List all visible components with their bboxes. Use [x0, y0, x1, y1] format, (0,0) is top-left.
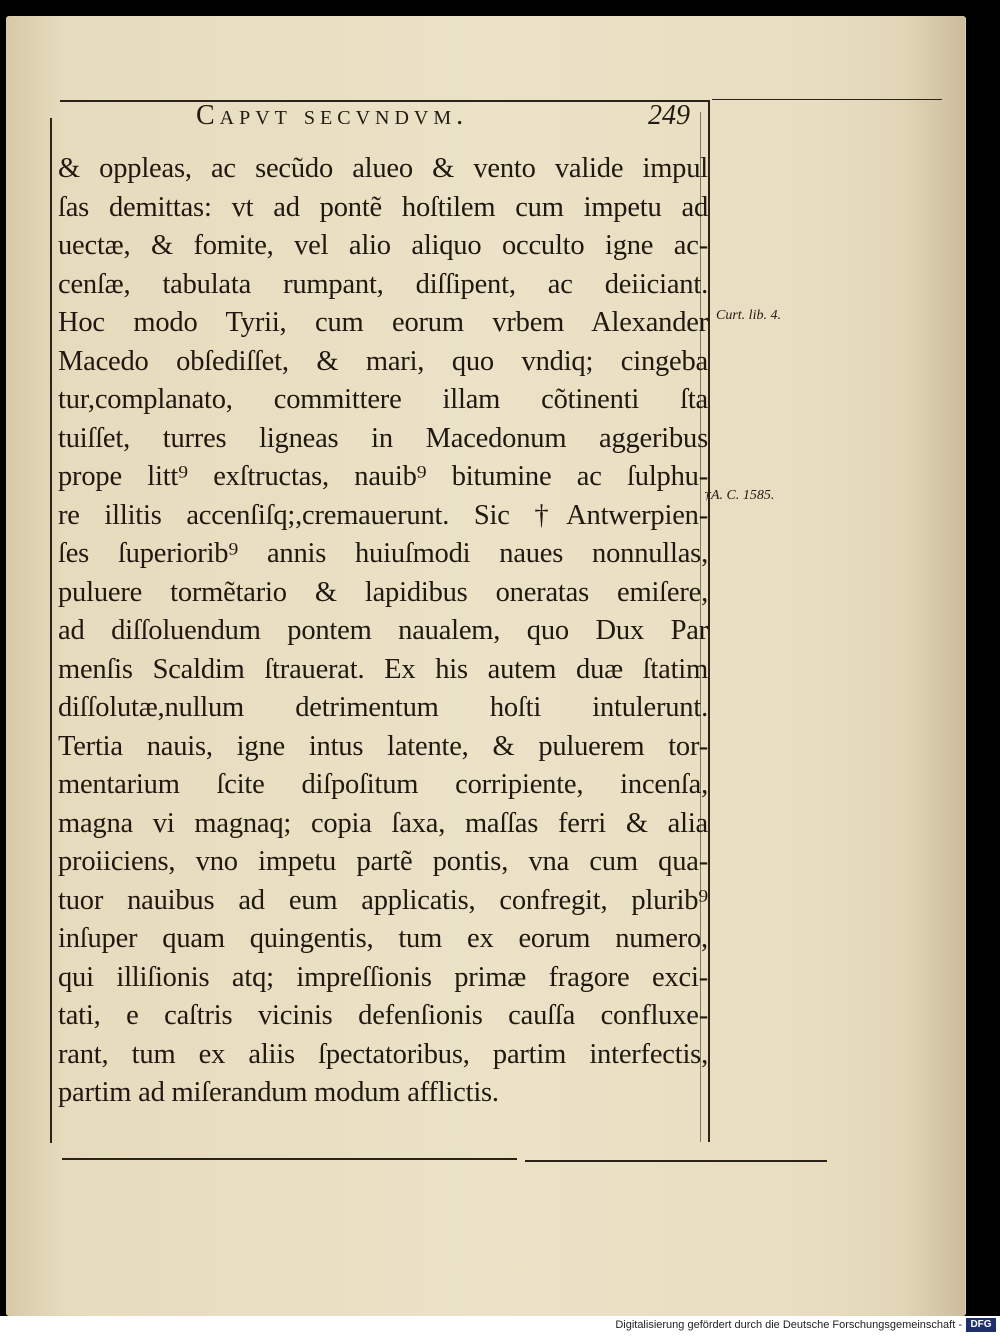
body-text: [58, 150, 708, 1113]
text-line: rant, tum ex aliis ſpectatoribus, partim interfectis,: [58, 1038, 708, 1070]
text-line: tuor nauibus ad eum applicatis, confregit, plurib⁹: [58, 884, 708, 916]
text-line: qui illiſionis atq; impreſſionis primæ fragore exci-: [58, 961, 708, 993]
text-line: mentarium ſcite diſpoſitum corripiente, incenſa,: [58, 769, 708, 800]
text-line: magna vi magnaq; copia ſaxa, maſſas ferri & alia: [58, 807, 708, 839]
text-line: prope litt⁹ exſtructas, nauib⁹ bitumine ac ſulphu-: [58, 461, 708, 492]
text-line: & oppleas, ac secũdo alueo & vento valide impul: [58, 153, 708, 184]
text-line: partim ad miſerandum modum afflictis.: [58, 1077, 499, 1108]
bottom-rule-right: [525, 1160, 827, 1162]
text-line: Hoc modo Tyrii, cum eorum vrbem Alexander: [58, 307, 708, 338]
text-line: cenſæ, tabulata rumpant, diſſipent, ac deiiciant.: [58, 268, 708, 300]
text-line: puluere tormẽtario & lapidibus oneratas emiſere,: [58, 576, 708, 608]
text-line: uectæ, & fomite, vel alio aliquo occulto igne ac-: [58, 230, 708, 261]
margin-note-year: †A. C. 1585.: [704, 488, 775, 503]
text-line: inſuper quam quingentis, tum ex eorum numero,: [58, 923, 708, 954]
running-head-title: Capvt secvndvm.: [196, 100, 469, 131]
margin-note-curtius: Curt. lib. 4.: [716, 308, 781, 323]
text-line: diſſolutæ,nullum detrimentum hoſti intulerunt.: [58, 692, 708, 723]
running-head: [60, 98, 710, 138]
top-rule-margin: [712, 99, 942, 100]
dfg-logo: DFG: [966, 1318, 996, 1332]
text-line: tuiſſet, turres ligneas in Macedonum aggeribus: [58, 422, 708, 454]
text-line: proiiciens, vno impetu partẽ pontis, vna cum qua-: [58, 846, 708, 877]
footer-credit: Digitalisierung gefördert durch die Deutsche Forschungsgemeinschaft -: [615, 1319, 962, 1331]
right-frame-rule: [708, 102, 710, 1142]
bottom-rule-left: [62, 1158, 517, 1160]
text-line: menſis Scaldim ſtrauerat. Ex his autem duæ ſtatim: [58, 653, 708, 685]
text-line: ſes ſuperiorib⁹ annis huiuſmodi naues nonnullas,: [58, 538, 708, 569]
page-number: 249: [648, 100, 690, 131]
text-line: re illitis accenſiſq;,cremauerunt. Sic †Antwerpien-: [58, 499, 708, 531]
text-line: Macedo obſediſſet, & mari, quo vndiq; cingeba: [58, 345, 708, 377]
text-line: ſas demittas: vt ad pontẽ hoſtilem cum impetu ad: [58, 191, 708, 223]
left-frame-rule: [50, 118, 52, 1143]
paper-edge-shadow: [905, 16, 965, 1316]
text-line: Tertia nauis, igne intus latente, & puluerem tor-: [58, 730, 708, 762]
digitization-footer: [0, 1316, 1000, 1336]
text-line: tati, e caſtris vicinis defenſionis cauſſa confluxe-: [58, 1000, 708, 1031]
text-line: ad diſſoluendum pontem naualem, quo Dux Par: [58, 615, 708, 646]
text-line: tur,complanato, committere illam cõtinenti ſta: [58, 384, 708, 415]
